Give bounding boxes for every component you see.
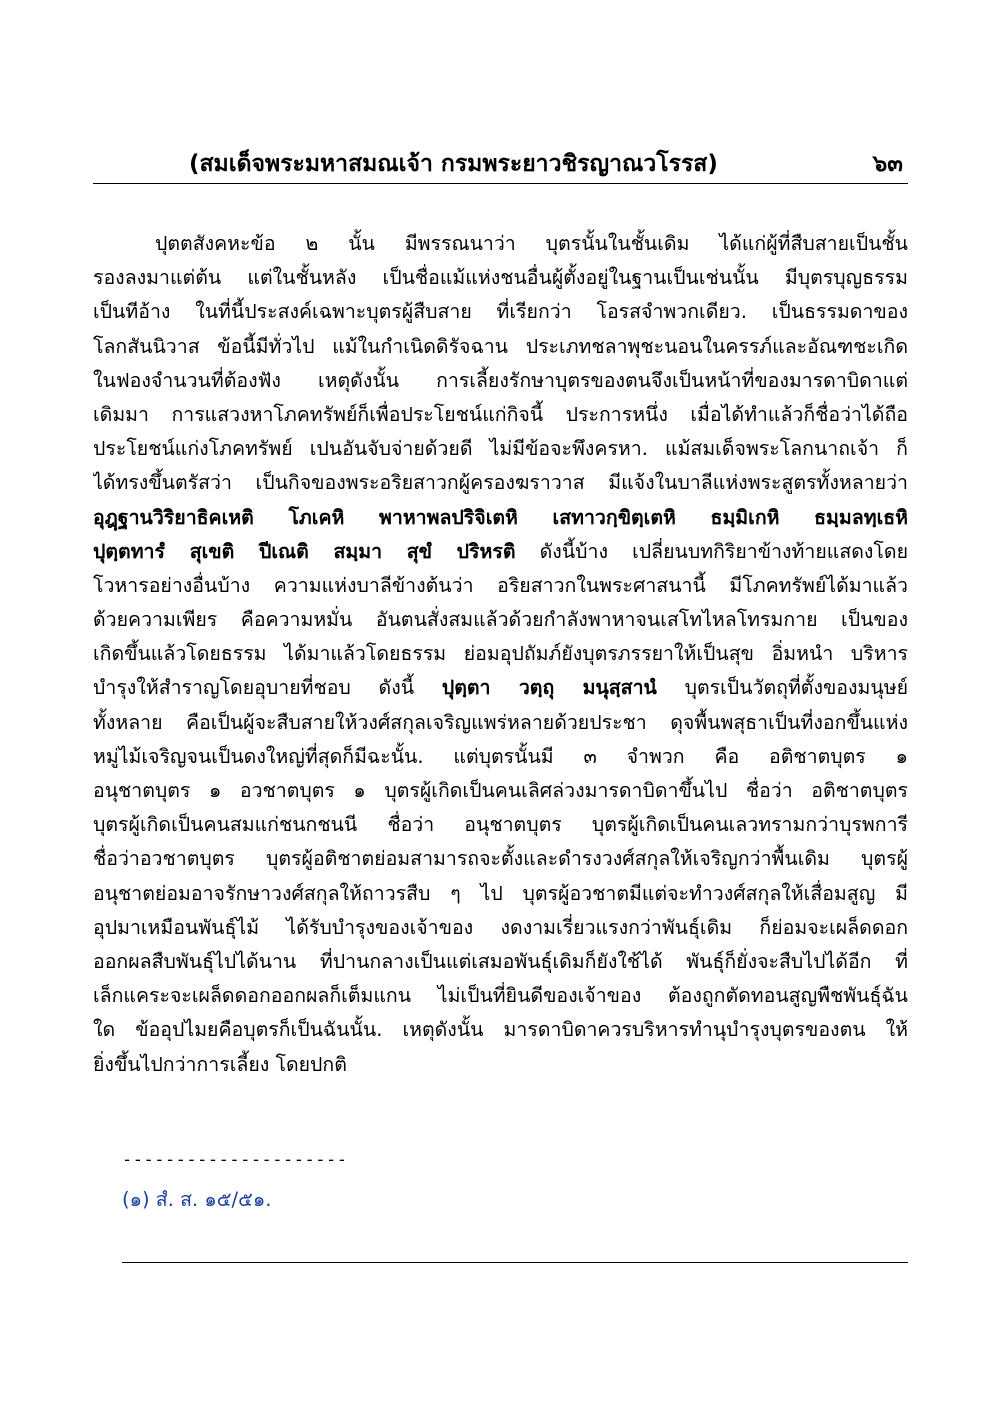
- paragraph-line: เดิมมา การแสวงหาโภคทรัพย์ก็เพื่อประโยชน์แก่กิจนี้ ประการหนึ่ง เมื่อได้ทำแล้วก็ชื่อว่าได้ถือ: [93, 402, 908, 426]
- page-header: [93, 146, 908, 178]
- paragraph-line: โวหารอย่างอื่นบ้าง ความแห่งบาลีข้างต้นว่า อริยสาวกในพระศาสนานี้ มีโภคทรัพย์ได้มาแล้ว: [93, 573, 908, 597]
- paragraph-line: เกิดขึ้นแล้วโดยธรรม ได้มาแล้วโดยธรรม ย่อมอุปถัมภ์ยังบุตรภรรยาให้เป็นสุข อิ่มหนำ บริหาร: [93, 642, 908, 666]
- paragraph-line: ประโยชน์แก่งโภคทรัพย์ เปนอันจับจ่ายด้วยดี ไม่มีข้อจะพึงครหา. แม้สมเด็จพระโลกนาถเจ้า ก็: [93, 437, 908, 461]
- pali-quote-line: [93, 501, 908, 535]
- paragraph-line: ทั้งหลาย คือเป็นผู้จะสืบสายให้วงศ์สกุลเจริญแพร่หลายด้วยประชา ดุจพื้นพสุธาเป็นที่งอกขึ้นแห่ง: [93, 710, 908, 734]
- paragraph-line: โลกสันนิวาส ข้อนี้มีทั่วไป แม้ในกำเนิดดิรัจฉาน ประเภทชลาพุชะนอนในครรภ์และอัณฑชะเกิด: [93, 334, 908, 358]
- pali-quote-rest: ดังนี้บ้าง เปลี่ยนบทกิริยาข้างท้ายแสดงโดย: [515, 539, 908, 563]
- paragraph-line: ชื่อว่าอวชาตบุตร บุตรผู้อติชาตย่อมสามารถจะตั้งและดำรงวงศ์สกุลให้เจริญกว่าพื้นเดิม บุตรผู้: [93, 847, 908, 871]
- paragraph-line: อนุชาตย่อมอาจรักษาวงศ์สกุลให้ถาวรสืบ ๆ ไป บุตรผู้อวชาตมีแต่จะทำวงศ์สกุลให้เสื่อมสูญ มี: [93, 881, 908, 905]
- paragraph-line: ปุตตสังคหะข้อ ๒ นั้น มีพรรณนาว่า บุตรนั้นในชั้นเดิม ได้แก่ผู้ที่สืบสายเป็นชั้น: [155, 232, 908, 255]
- paragraph-line: หมู่ไม้เจริญจนเป็นดงใหญ่ที่สุดก็มีฉะนั้น. แต่บุตรนั้นมี ๓ จำพวก คือ อติชาตบุตร ๑: [93, 744, 908, 768]
- paragraph-line: ออกผลสืบพันธุ์ไปได้นาน ที่ปานกลางเป็นแต่เสมอพันธุ์เดิมก็ยังใช้ได้ พันธุ์ก็ยั่งจะสืบไปได้อีก ที่: [93, 949, 908, 973]
- paragraph-line: [93, 671, 908, 705]
- paragraph-line: ในฟองจำนวนที่ต้องฟัง เหตุดังนั้น การเลี้ยงรักษาบุตรของตนจึงเป็นหน้าที่ของมารดาบิดาแต่: [93, 368, 908, 392]
- paragraph-line: อนุชาตบุตร ๑ อวชาตบุตร ๑ บุตรผู้เกิดเป็นคนเลิศล่วงมารดาบิดาขึ้นไป ชื่อว่า อติชาตบุตร: [93, 779, 908, 802]
- footnote-separator: ---------------------: [122, 1150, 348, 1170]
- page-number: ๖๓: [872, 151, 903, 177]
- paragraph-line: เล็กแคระจะเผล็ดดอกออกผลก็เต็มแกน ไม่เป็นที่ยินดีของเจ้าของ ต้องถูกตัดทอนสูญพืชพันธุ์ฉัน: [93, 984, 908, 1008]
- pali-quote-bold: อุฎฺฐานวิริยาธิคเหติ โภเคหิ พาหาพลปริจิเตหิ เสทาวกฺขิตฺเตหิ ธมฺมิเกหิ ธมฺมลทฺเธหิ: [93, 505, 908, 529]
- body-text: [93, 227, 908, 1082]
- line-text: บุตรเป็นวัตถุที่ตั้งของมนุษย์: [656, 676, 908, 700]
- pali-term-bold: ปุตฺตา วตฺถุ มนุสฺสานํ: [441, 676, 657, 700]
- footnote: (๑) สํ. ส. ๑๕/๕๑.: [122, 1188, 272, 1211]
- paragraph-line: บุตรผู้เกิดเป็นคนสมแก่ชนกชนนี ชื่อว่า อนุชาตบุตร บุตรผู้เกิดเป็นคนเลวทรามกว่าบุรพการี: [93, 813, 908, 837]
- footer-divider: [122, 1262, 908, 1263]
- paragraph-line: อุปมาเหมือนพันธุ์ไม้ ได้รับบำรุงของเจ้าของ งดงามเรี่ยวแรงกว่าพันธุ์เดิม ก็ย่อมจะเผล็ดดอก: [93, 915, 908, 939]
- paragraph-line: เป็นทีอ้าง ในที่นี้ประสงค์เฉพาะบุตรผู้สืบสาย ที่เรียกว่า โอรสจำพวกเดียว. เป็นธรรมดาของ: [93, 300, 908, 324]
- header-divider: [93, 183, 908, 184]
- paragraph-line: ยิ่งขึ้นไปกว่าการเลี้ยง โดยปกติ: [93, 1052, 347, 1076]
- paragraph-line: ได้ทรงขึ้นตรัสว่า เป็นกิจของพระอริยสาวกผู้ครองฆราวาส มีแจ้งในบาลีแห่งพระสูตรทั้งหลายว่า: [93, 471, 908, 495]
- paragraph-line: ใด ข้ออุปไมยคือบุตรก็เป็นฉันนั้น. เหตุดังนั้น มารดาบิดาควรบริหารทำนุบำรุงบุตรของตน ให้: [93, 1018, 908, 1042]
- paragraph-line: รองลงมาแต่ต้น แต่ในชั้นหลัง เป็นชื่อแม้แห่งชนอื่นผู้ตั้งอยู่ในฐานเป็นเช่นนั้น มีบุตรบุญธรรม: [93, 266, 908, 290]
- pali-quote-line: [93, 535, 908, 569]
- pali-quote-bold: ปุตฺตทารํ สุเขติ ปีเณติ สมฺมา สุขํ ปริหรติ: [93, 539, 516, 563]
- line-text: บำรุงให้สำราญโดยอุบายที่ชอบ ดังนี้: [93, 676, 442, 700]
- page-title: (สมเด็จพระมหาสมณเจ้า กรมพระยาวชิรญาณวโรรส): [189, 151, 718, 177]
- paragraph-line: ด้วยความเพียร คือความหมั่น อันตนสั่งสมแล้วด้วยกำลังพาหาจนเสโทไหลโทรมกาย เป็นของ: [93, 608, 908, 632]
